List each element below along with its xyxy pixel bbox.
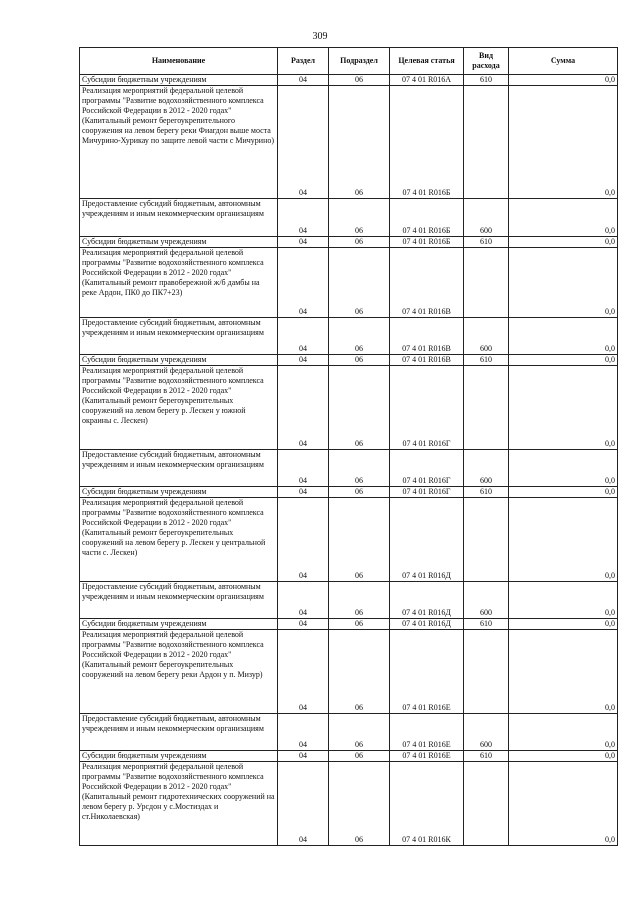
page-number: 309 bbox=[312, 31, 328, 42]
row-article: 07 4 01 R016Д bbox=[390, 582, 464, 619]
row-section: 04 bbox=[278, 318, 329, 355]
table-row bbox=[80, 199, 618, 237]
row-sum: 0,0 bbox=[509, 248, 618, 318]
row-section: 04 bbox=[278, 487, 329, 498]
row-name: Предоставление субсидий бюджетным, автономным учреждениям и иным некоммерческим организациям bbox=[80, 318, 278, 355]
row-section: 04 bbox=[278, 355, 329, 366]
row-article: 07 4 01 R016Г bbox=[390, 366, 464, 450]
header-sum: Сумма bbox=[509, 48, 618, 75]
budget-table bbox=[79, 47, 618, 846]
row-name: Реализация мероприятий федеральной целевой программы "Развитие водохозяйственного комплекса Российской Федерации в 2012 - 2020 годах" (Капитальный ремонт берегоукрепительных сооружений на левом берегу реки Ардон у п. Мизур) bbox=[80, 630, 278, 714]
row-subsection: 06 bbox=[329, 75, 390, 86]
row-sum: 0,0 bbox=[509, 619, 618, 630]
row-name: Реализация мероприятий федеральной целевой программы "Развитие водохозяйственного комплекса Российской Федерации в 2012 - 2020 годах" (Капитальный ремонт правобережной ж/б дамбы на реке Ардон, ПК0 до ПК7+23) bbox=[80, 248, 278, 318]
table-row bbox=[80, 582, 618, 619]
row-subsection: 06 bbox=[329, 751, 390, 762]
row-article: 07 4 01 R016Б bbox=[390, 199, 464, 237]
table-row bbox=[80, 751, 618, 762]
row-expense bbox=[464, 86, 509, 199]
row-section: 04 bbox=[278, 714, 329, 751]
table-header-row bbox=[80, 48, 618, 75]
header-expense-type: Вид расхода bbox=[464, 48, 509, 75]
row-expense bbox=[464, 366, 509, 450]
row-article: 07 4 01 R016В bbox=[390, 248, 464, 318]
table-row bbox=[80, 487, 618, 498]
row-expense: 610 bbox=[464, 487, 509, 498]
row-article: 07 4 01 R016Б bbox=[390, 237, 464, 248]
table-row bbox=[80, 630, 618, 714]
header-subsection: Подраздел bbox=[329, 48, 390, 75]
row-sum: 0,0 bbox=[509, 355, 618, 366]
row-article: 07 4 01 R016Г bbox=[390, 450, 464, 487]
row-expense: 610 bbox=[464, 75, 509, 86]
row-expense: 610 bbox=[464, 619, 509, 630]
row-section: 04 bbox=[278, 582, 329, 619]
row-sum: 0,0 bbox=[509, 498, 618, 582]
row-subsection: 06 bbox=[329, 248, 390, 318]
row-name: Предоставление субсидий бюджетным, автономным учреждениям и иным некоммерческим организациям bbox=[80, 714, 278, 751]
row-name: Субсидии бюджетным учреждениям bbox=[80, 237, 278, 248]
row-expense: 600 bbox=[464, 714, 509, 751]
row-section: 04 bbox=[278, 498, 329, 582]
row-name: Предоставление субсидий бюджетным, автономным учреждениям и иным некоммерческим организациям bbox=[80, 199, 278, 237]
row-name: Субсидии бюджетным учреждениям bbox=[80, 75, 278, 86]
row-article: 07 4 01 R016А bbox=[390, 75, 464, 86]
row-article: 07 4 01 R016В bbox=[390, 355, 464, 366]
row-section: 04 bbox=[278, 199, 329, 237]
row-expense: 610 bbox=[464, 355, 509, 366]
row-sum: 0,0 bbox=[509, 751, 618, 762]
row-section: 04 bbox=[278, 366, 329, 450]
row-name: Реализация мероприятий федеральной целевой программы "Развитие водохозяйственного комплекса Российской Федерации в 2012 - 2020 годах" (Капитальный ремонт берегоукрепительных сооружений на левом берегу р. Лескен у южной окраины с. Лескен) bbox=[80, 366, 278, 450]
row-subsection: 06 bbox=[329, 487, 390, 498]
row-article: 07 4 01 R016Д bbox=[390, 619, 464, 630]
row-subsection: 06 bbox=[329, 318, 390, 355]
table-row bbox=[80, 237, 618, 248]
row-sum: 0,0 bbox=[509, 237, 618, 248]
table-row bbox=[80, 450, 618, 487]
row-expense: 600 bbox=[464, 450, 509, 487]
row-sum: 0,0 bbox=[509, 582, 618, 619]
row-name: Предоставление субсидий бюджетным, автономным учреждениям и иным некоммерческим организациям bbox=[80, 582, 278, 619]
row-article: 07 4 01 R016К bbox=[390, 762, 464, 846]
table-row bbox=[80, 75, 618, 86]
row-subsection: 06 bbox=[329, 355, 390, 366]
row-subsection: 06 bbox=[329, 714, 390, 751]
row-expense: 600 bbox=[464, 199, 509, 237]
table-row bbox=[80, 86, 618, 199]
row-name: Реализация мероприятий федеральной целевой программы "Развитие водохозяйственного комплекса Российской Федерации в 2012 - 2020 годах" (Капитальный ремонт берегоукрепительных сооружений на левом берегу р. Лескен у центральной части с. Лескен) bbox=[80, 498, 278, 582]
row-subsection: 06 bbox=[329, 199, 390, 237]
row-expense: 610 bbox=[464, 237, 509, 248]
row-name: Реализация мероприятий федеральной целевой программы "Развитие водохозяйственного комплекса Российской Федерации в 2012 - 2020 годах" (Капитальный ремонт гидротехнических сооружений на левом берегу р. Урсдон у с.Мостиздах и ст.Николаевская) bbox=[80, 762, 278, 846]
table-row bbox=[80, 619, 618, 630]
row-article: 07 4 01 R016Е bbox=[390, 714, 464, 751]
row-section: 04 bbox=[278, 751, 329, 762]
row-name: Субсидии бюджетным учреждениям bbox=[80, 751, 278, 762]
row-sum: 0,0 bbox=[509, 714, 618, 751]
row-section: 04 bbox=[278, 248, 329, 318]
table-row bbox=[80, 498, 618, 582]
row-sum: 0,0 bbox=[509, 366, 618, 450]
row-section: 04 bbox=[278, 630, 329, 714]
header-section: Раздел bbox=[278, 48, 329, 75]
header-name: Наименование bbox=[80, 48, 278, 75]
row-sum: 0,0 bbox=[509, 86, 618, 199]
row-subsection: 06 bbox=[329, 498, 390, 582]
row-expense: 600 bbox=[464, 582, 509, 619]
row-section: 04 bbox=[278, 450, 329, 487]
row-expense bbox=[464, 762, 509, 846]
row-name: Предоставление субсидий бюджетным, автономным учреждениям и иным некоммерческим организациям bbox=[80, 450, 278, 487]
row-expense bbox=[464, 630, 509, 714]
table-row bbox=[80, 714, 618, 751]
row-sum: 0,0 bbox=[509, 75, 618, 86]
row-sum: 0,0 bbox=[509, 762, 618, 846]
header-target-article: Целевая статья bbox=[390, 48, 464, 75]
row-section: 04 bbox=[278, 237, 329, 248]
table-body bbox=[80, 75, 618, 846]
row-name: Субсидии бюджетным учреждениям bbox=[80, 487, 278, 498]
row-section: 04 bbox=[278, 762, 329, 846]
row-sum: 0,0 bbox=[509, 199, 618, 237]
row-subsection: 06 bbox=[329, 366, 390, 450]
table-row bbox=[80, 355, 618, 366]
row-article: 07 4 01 R016В bbox=[390, 318, 464, 355]
row-subsection: 06 bbox=[329, 86, 390, 199]
row-sum: 0,0 bbox=[509, 318, 618, 355]
row-article: 07 4 01 R016Д bbox=[390, 498, 464, 582]
row-name: Субсидии бюджетным учреждениям bbox=[80, 619, 278, 630]
row-section: 04 bbox=[278, 619, 329, 630]
row-article: 07 4 01 R016Е bbox=[390, 751, 464, 762]
row-sum: 0,0 bbox=[509, 450, 618, 487]
row-subsection: 06 bbox=[329, 582, 390, 619]
row-expense: 610 bbox=[464, 751, 509, 762]
row-sum: 0,0 bbox=[509, 630, 618, 714]
row-name: Реализация мероприятий федеральной целевой программы "Развитие водохозяйственного комплекса Российской Федерации в 2012 - 2020 годах" (Капитальный ремонт берегоукрепительного сооружения на левом берегу реки Фиагдон выше моста Мичурино-Хурикау по защите левой части с Мичурино) bbox=[80, 86, 278, 199]
row-section: 04 bbox=[278, 75, 329, 86]
row-subsection: 06 bbox=[329, 619, 390, 630]
row-subsection: 06 bbox=[329, 237, 390, 248]
row-name: Субсидии бюджетным учреждениям bbox=[80, 355, 278, 366]
table-row bbox=[80, 248, 618, 318]
row-subsection: 06 bbox=[329, 762, 390, 846]
row-expense: 600 bbox=[464, 318, 509, 355]
row-article: 07 4 01 R016Г bbox=[390, 487, 464, 498]
table-row bbox=[80, 762, 618, 846]
row-article: 07 4 01 R016Б bbox=[390, 86, 464, 199]
row-sum: 0,0 bbox=[509, 487, 618, 498]
row-expense bbox=[464, 248, 509, 318]
row-expense bbox=[464, 498, 509, 582]
table-row bbox=[80, 366, 618, 450]
row-article: 07 4 01 R016Е bbox=[390, 630, 464, 714]
row-subsection: 06 bbox=[329, 450, 390, 487]
row-section: 04 bbox=[278, 86, 329, 199]
row-subsection: 06 bbox=[329, 630, 390, 714]
table-row bbox=[80, 318, 618, 355]
